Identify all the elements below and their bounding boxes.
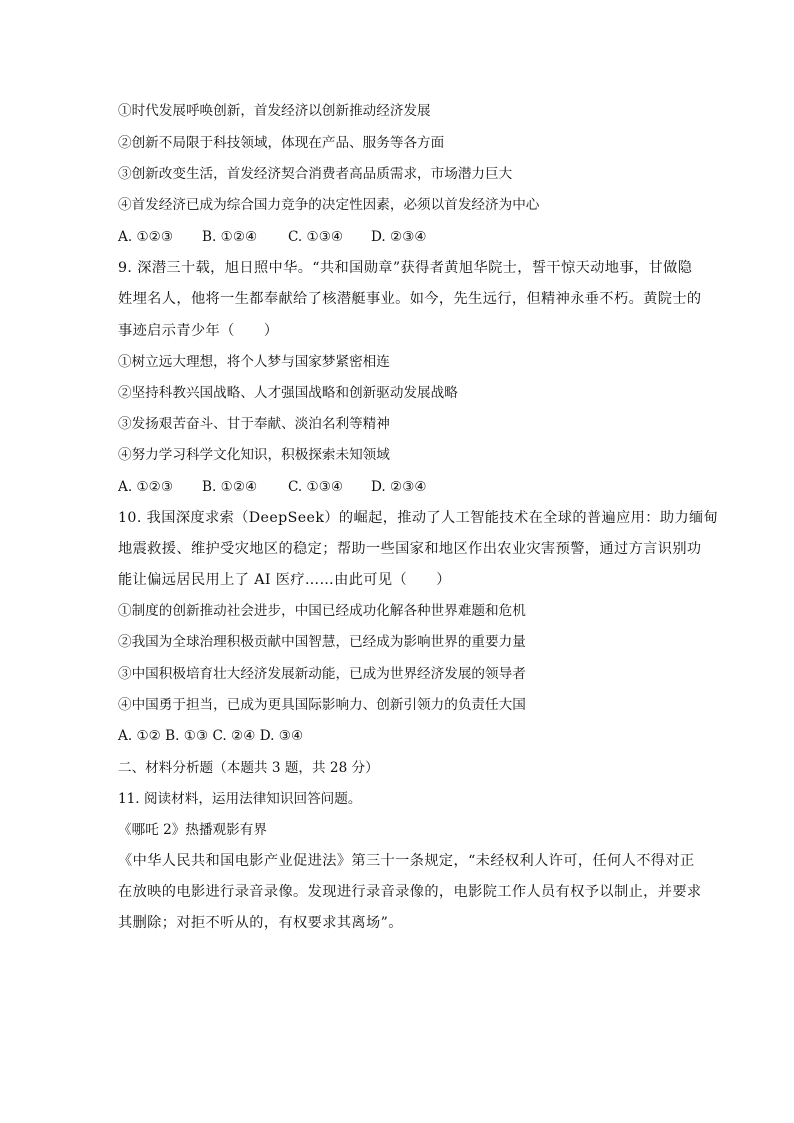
q10-stem-line-2: 地震救援、维护受灾地区的稳定；帮助一些国家和地区作出农业灾害预警，通过方言识别功 — [118, 541, 702, 557]
q8-statement-2: ②创新不局限于科技领域，体现在产品、服务等各方面 — [118, 135, 445, 151]
q10-stem-line-1: 10. 我国深度求索（DeepSeek）的崛起，推动了人工智能技术在全球的普遍应用：助力缅甸 — [118, 510, 719, 526]
q11-material-line-2: 在放映的电影进行录音录像。发现进行录音录像的，电影院工作人员有权予以制止，并要求 — [118, 884, 702, 900]
q9-statement-2: ②坚持科教兴国战略、人才强国战略和创新驱动发展战略 — [118, 385, 458, 401]
q9-statement-3: ③发扬艰苦奋斗、甘于奉献、淡泊名利等精神 — [118, 416, 390, 432]
q10-statement-4: ④中国勇于担当，已成为更具国际影响力、创新引领力的负责任大国 — [118, 697, 526, 713]
q9-option-d: D. ②③④ — [371, 479, 427, 495]
q8-option-c: C. ①③④ — [288, 229, 344, 245]
q10-statement-2: ②我国为全球治理积极贡献中国智慧，已经成为影响世界的重要力量 — [118, 634, 526, 650]
q9-option-c: C. ①③④ — [288, 479, 344, 495]
q10-statement-3: ③中国积极培育壮大经济发展新动能，已成为世界经济发展的领导者 — [118, 666, 526, 682]
q8-options — [118, 227, 427, 247]
q11-instruction: 11. 阅读材料，运用法律知识回答问题。 — [118, 791, 362, 807]
q9-stem-line-1: 9. 深潜三十载，旭日照中华。“共和国勋章”获得者黄旭华院士，誓干惊天动地事，甘做隐 — [118, 260, 693, 276]
q10-stem-line-3: 能让偏远居民用上了 AI 医疗……由此可见（ ） — [118, 572, 451, 588]
q9-statement-1: ①树立远大理想，将个人梦与国家梦紧密相连 — [118, 354, 390, 370]
q8-option-a: A. ①②③ — [118, 229, 174, 245]
q9-stem-line-2: 姓埋名人，他将一生都奉献给了核潜艇事业。如今，先生远行，但精神永垂不朽。黄院士的 — [118, 291, 702, 307]
section-heading: 二、材料分析题（本题共 3 题，共 28 分） — [118, 760, 379, 776]
q11-material-title: 《哪吒 2》热播观影有界 — [118, 822, 267, 838]
q8-option-b: B. ①②④ — [202, 229, 258, 245]
q8-statement-4: ④首发经济已成为综合国力竞争的决定性因素，必须以首发经济为中心 — [118, 197, 540, 213]
q8-statement-1: ①时代发展呼唤创新，首发经济以创新推动经济发展 — [118, 103, 431, 119]
q11-material-line-1: 《中华人民共和国电影产业促进法》第三十一条规定，“未经权利人许可，任何人不得对正 — [118, 853, 695, 869]
q11-material-line-3: 其删除；对拒不听从的，有权要求其离场”。 — [118, 915, 403, 931]
q9-statement-4: ④努力学习科学文化知识，积极探索未知领域 — [118, 447, 390, 463]
q8-statement-3: ③创新改变生活，首发经济契合消费者高品质需求，市场潜力巨大 — [118, 166, 513, 182]
q10-options: A. ①② B. ①③ C. ②④ D. ③④ — [118, 728, 304, 744]
q10-statement-1: ①制度的创新推动社会进步，中国已经成功化解各种世界难题和危机 — [118, 603, 526, 619]
q8-option-d: D. ②③④ — [371, 229, 427, 245]
q9-stem-line-3: 事迹启示青少年（ ） — [118, 323, 279, 339]
q9-option-a: A. ①②③ — [118, 479, 174, 495]
q9-options — [118, 477, 427, 497]
q9-option-b: B. ①②④ — [202, 479, 258, 495]
